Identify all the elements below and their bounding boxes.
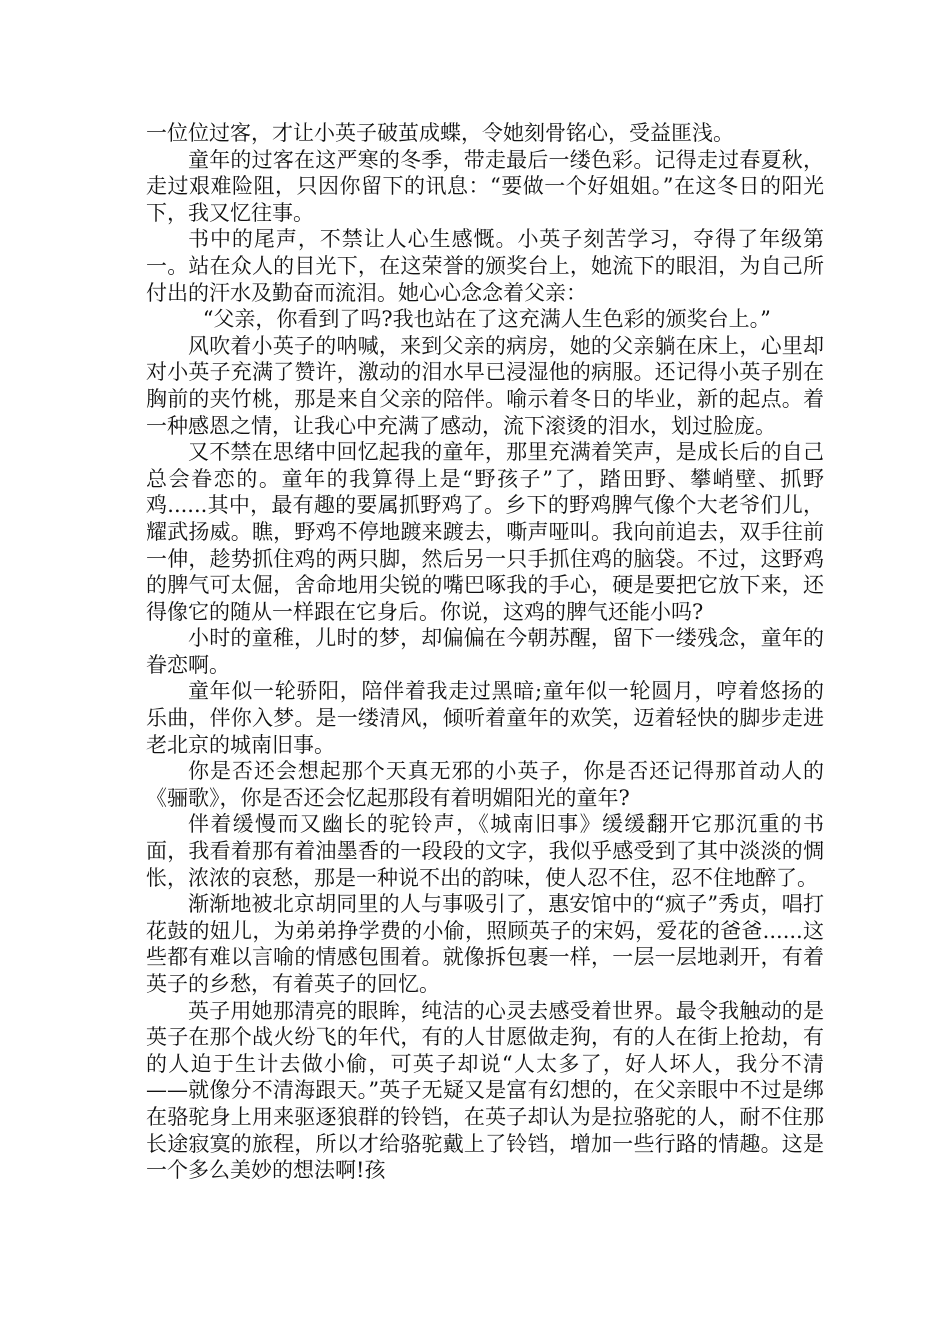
paragraph-continuation: 一位位过客，才让小英子破茧成蝶，令她刻骨铭心，受益匪浅。 — [146, 121, 734, 145]
document-page — [146, 120, 824, 1184]
paragraph: 渐渐地被北京胡同里的人与事吸引了，惠安馆中的“疯子”秀贞，唱打花鼓的妞儿，为弟弟挣学费的小偷，照顾英子的宋妈，爱花的爸爸......这些都有难以言喻的情感包围着。就像拆包裹一样，一层一层地剥开，有着英子的乡愁，有着英子的回忆。 — [146, 892, 824, 996]
paragraph: 伴着缓慢而又幽长的驼铃声，《城南旧事》缓缓翻开它那沉重的书面，我看着那有着油墨香的一段段的文字，我似乎感受到了其中淡淡的惆怅，浓浓的哀愁，那是一种说不出的韵味，使人忍不住，忍不住地醉了。 — [146, 812, 824, 890]
paragraph: 书中的尾声，不禁让人心生感慨。小英子刻苦学习，夺得了年级第一。站在众人的目光下，在这荣誉的颁奖台上，她流下的眼泪，为自己所付出的汗水及勤奋而流泪。她心心念念着父亲： — [146, 227, 824, 305]
paragraph: 童年的过客在这严寒的冬季，带走最后一缕色彩。记得走过春夏秋，走过艰难险阻，只因你留下的讯息：“要做一个好姐姐。”在这冬日的阳光下，我又忆往事。 — [146, 147, 824, 225]
quote-paragraph: “父亲，你看到了吗?我也站在了这充满人生色彩的颁奖台上。” — [202, 307, 771, 332]
paragraph: 风吹着小英子的呐喊，来到父亲的病房，她的父亲躺在床上，心里却对小英子充满了赞许，激动的泪水早已浸湿他的病服。还记得小英子别在胸前的夹竹桃，那是来自父亲的陪伴。喻示着冬日的毕业，新的起点。着一种感恩之情，让我心中充满了感动，流下滚烫的泪水，划过脸庞。 — [146, 333, 824, 438]
paragraph: 童年似一轮骄阳，陪伴着我走过黑暗;童年似一轮圆月，哼着悠扬的乐曲，伴你入梦。是一缕清风，倾听着童年的欢笑，迈着轻快的脚步走进老北京的城南旧事。 — [146, 679, 824, 757]
paragraph: 小时的童稚，儿时的梦，却偏偏在今朝苏醒，留下一缕残念，童年的眷恋啊。 — [146, 626, 824, 677]
paragraph: 又不禁在思绪中回忆起我的童年，那里充满着笑声，是成长后的自己总会眷恋的。童年的我算得上是“野孩子”了，踏田野、攀峭壁、抓野鸡......其中，最有趣的要属抓野鸡了。乡下的野鸡脾气像个大老爷们儿，耀武扬威。瞧，野鸡不停地踱来踱去，嘶声哑叫。我向前追去，双手往前一伸，趁势抓住鸡的两只脚，然后另一只手抓住鸡的脑袋。不过，这野鸡的脾气可太倔，舍命地用尖锐的嘴巴啄我的手心，硬是要把它放下来，还得像它的随从一样跟在它身后。你说，这鸡的脾气还能小吗? — [146, 440, 824, 624]
paragraph: 你是否还会想起那个天真无邪的小英子，你是否还记得那首动人的《骊歌》，你是否还会忆起那段有着明媚阳光的童年? — [146, 759, 824, 810]
paragraph: 英子用她那清亮的眼眸，纯洁的心灵去感受着世界。最令我触动的是英子在那个战火纷飞的年代，有的人甘愿做走狗，有的人在街上抢劫，有的人迫于生计去做小偷，可英子却说“人太多了，好人坏人，我分不清——就像分不清海跟天。”英子无疑又是富有幻想的，在父亲眼中不过是绑在骆驼身上用来驱逐狼群的铃铛，在英子却认为是拉骆驼的人，耐不住那长途寂寞的旅程，所以才给骆驼戴上了铃铛，增加一些行路的情趣。这是一个多么美妙的想法啊!孩 — [146, 998, 824, 1183]
